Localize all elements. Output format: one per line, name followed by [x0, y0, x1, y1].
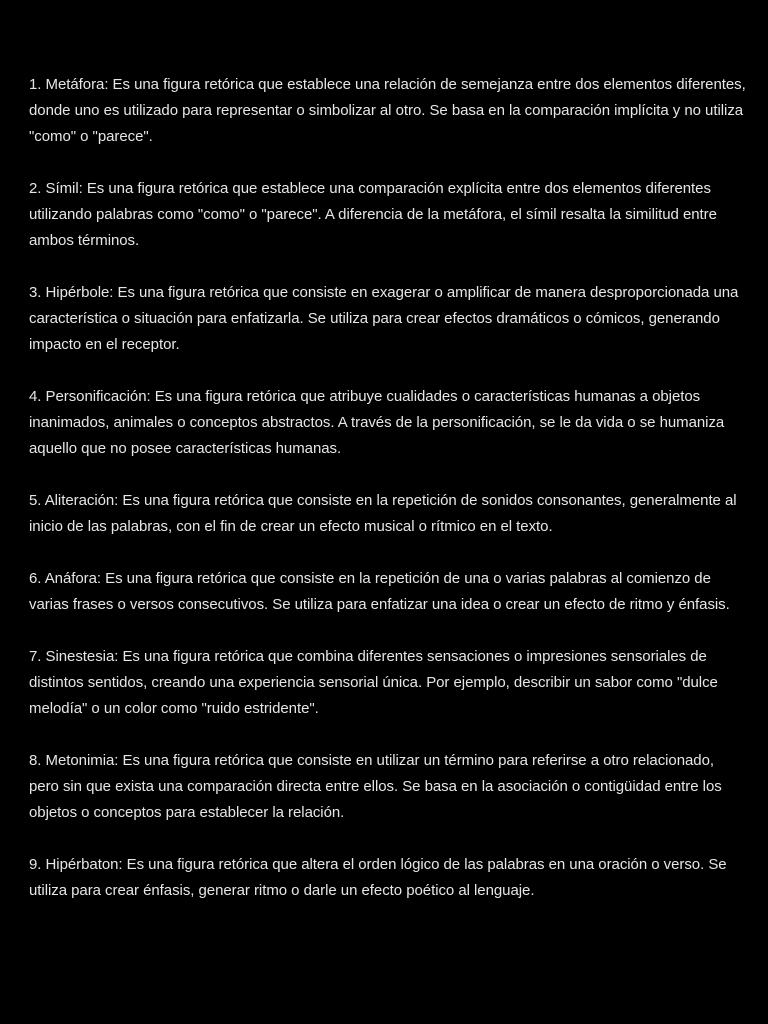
figure-simil-paragraph: 2. Símil: Es una figura retórica que establece una comparación explícita entre dos elementos diferentes utilizando palabras como "como" o "parece". A diferencia de la metáfora, el símil resalta la similitud entre ambos términos.	[29, 180, 717, 249]
figure-anafora-paragraph: 6. Anáfora: Es una figura retórica que consiste en la repetición de una o varias palabras al comienzo de varias frases o versos consecutivos. Se utiliza para enfatizar una idea o crear un efecto de ritmo y énfasis.	[29, 570, 730, 613]
figure-metafora-paragraph: 1. Metáfora: Es una figura retórica que establece una relación de semejanza entre dos elementos diferentes, donde uno es utilizado para representar o simbolizar al otro. Se basa en la comparación implícita y no utiliza "como" o "parece".	[29, 76, 746, 145]
figure-sinestesia-paragraph: 7. Sinestesia: Es una figura retórica que combina diferentes sensaciones o impresiones sensoriales de distintos sentidos, creando una experiencia sensorial única. Por ejemplo, describir un sabor como "dulce melodía" o un color como "ruido estridente".	[29, 648, 718, 717]
response-text	[29, 72, 747, 930]
figure-hiperbole-paragraph: 3. Hipérbole: Es una figura retórica que consiste en exagerar o amplificar de manera desproporcionada una característica o situación para enfatizarla. Se utiliza para crear efectos dramáticos o cómicos, generando impacto en el receptor.	[29, 284, 739, 353]
figure-hiperbaton-paragraph: 9. Hipérbaton: Es una figura retórica que altera el orden lógico de las palabras en una oración o verso. Se utiliza para crear énfasis, generar ritmo o darle un efecto poético al lenguaje.	[29, 856, 727, 899]
figure-metonimia-paragraph: 8. Metonimia: Es una figura retórica que consiste en utilizar un término para referirse a otro relacionado, pero sin que exista una comparación directa entre ellos. Se basa en la asociación o contigüidad entre los objetos o conceptos para establecer la relación.	[29, 752, 722, 821]
figure-aliteracion-paragraph: 5. Aliteración: Es una figura retórica que consiste en la repetición de sonidos consonantes, generalmente al inicio de las palabras, con el fin de crear un efecto musical o rítmico en el texto.	[29, 492, 737, 535]
figure-personificacion-paragraph: 4. Personificación: Es una figura retórica que atribuye cualidades o características humanas a objetos inanimados, animales o conceptos abstractos. A través de la personificación, se le da vida o se humaniza aquello que no posee características humanas.	[29, 388, 725, 457]
